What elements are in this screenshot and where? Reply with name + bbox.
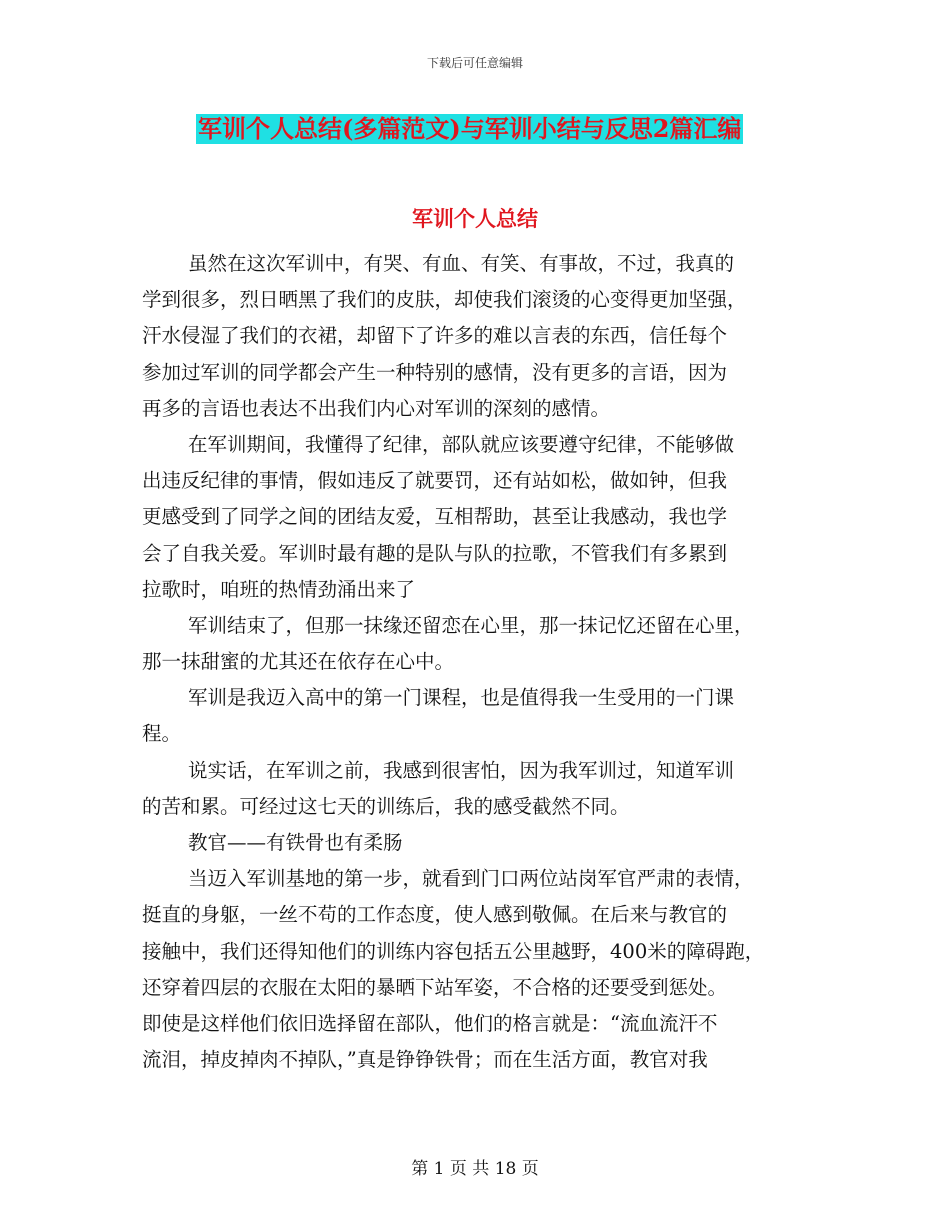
text-line: 在军训期间，我懂得了纪律，部队就应该要遵守纪律，不能够做 — [188, 432, 735, 456]
text-line: 会了自我关爱。军训时最有趣的是队与队的拉歌，不管我们有多累到 — [142, 541, 728, 565]
text-line: 出违反纪律的事情，假如违反了就要罚，还有站如松，做如钟，但我 — [142, 469, 728, 493]
text-line: 程。 — [142, 722, 182, 746]
section-title: 军训个人总结 — [412, 206, 538, 231]
text-line: 说实话，在军训之前，我感到很害怕，因为我军训过，知道军训 — [188, 758, 735, 782]
text-line: 即使是这样他们依旧选择留在部队，他们的格言就是：“流血流汗不 — [142, 1011, 718, 1035]
body-text — [142, 246, 802, 1078]
text-line: 教官——有铁骨也有柔肠 — [188, 831, 403, 854]
text-line: 军训是我迈入高中的第一门课程，也是值得我一生受用的一门课 — [188, 686, 735, 710]
text-line: 还穿着四层的衣服在太阳的暴晒下站军姿，不合格的还要受到惩处。 — [142, 975, 728, 999]
text-line: 学到很多，烈日晒黑了我们的皮肤，却使我们滚烫的心变得更加坚强， — [142, 288, 747, 312]
text-line: 军训结束了，但那一抹缘还留恋在心里，那一抹记忆还留在心里， — [188, 613, 754, 637]
text-line: 再多的言语也表达不出我们内心对军训的深刻的感情。 — [142, 396, 611, 420]
text-line: 那一抹甜蜜的尤其还在依存在心中。 — [142, 650, 455, 674]
text-line: 参加过军训的同学都会产生一种特别的感情，没有更多的言语，因为 — [142, 360, 728, 384]
text-line: 挺直的身躯，一丝不苟的工作态度，使人感到敬佩。在后来与教官的 — [142, 903, 728, 927]
text-line: 当迈入军训基地的第一步，就看到门口两位站岗军官严肃的表情， — [188, 867, 754, 891]
document-title: 军训个人总结(多篇范文)与军训小结与反思2篇汇编 — [198, 114, 742, 143]
text-line: 接触中，我们还得知他们的训练内容包括五公里越野，400米的障碍跑， — [142, 939, 765, 963]
text-line: 流泪，掉皮掉肉不掉队，”真是铮铮铁骨；而在生活方面，教官对我 — [142, 1048, 708, 1072]
page-footer: 第 1 页 共 18 页 — [411, 1159, 539, 1179]
text-line: 汗水侵湿了我们的衣裙，却留下了许多的难以言表的东西，信任每个 — [142, 324, 728, 348]
text-line: 虽然在这次军训中，有哭、有血、有笑、有事故，不过，我真的 — [188, 252, 735, 275]
text-line: 的苦和累。可经过这七天的训练后，我的感受截然不同。 — [142, 794, 630, 818]
text-line: 更感受到了同学之间的团结友爱，互相帮助，甚至让我感动，我也学 — [142, 505, 728, 529]
header-note: 下载后可任意编辑 — [426, 56, 523, 70]
text-line: 拉歌时，咱班的热情劲涌出来了 — [142, 577, 416, 601]
